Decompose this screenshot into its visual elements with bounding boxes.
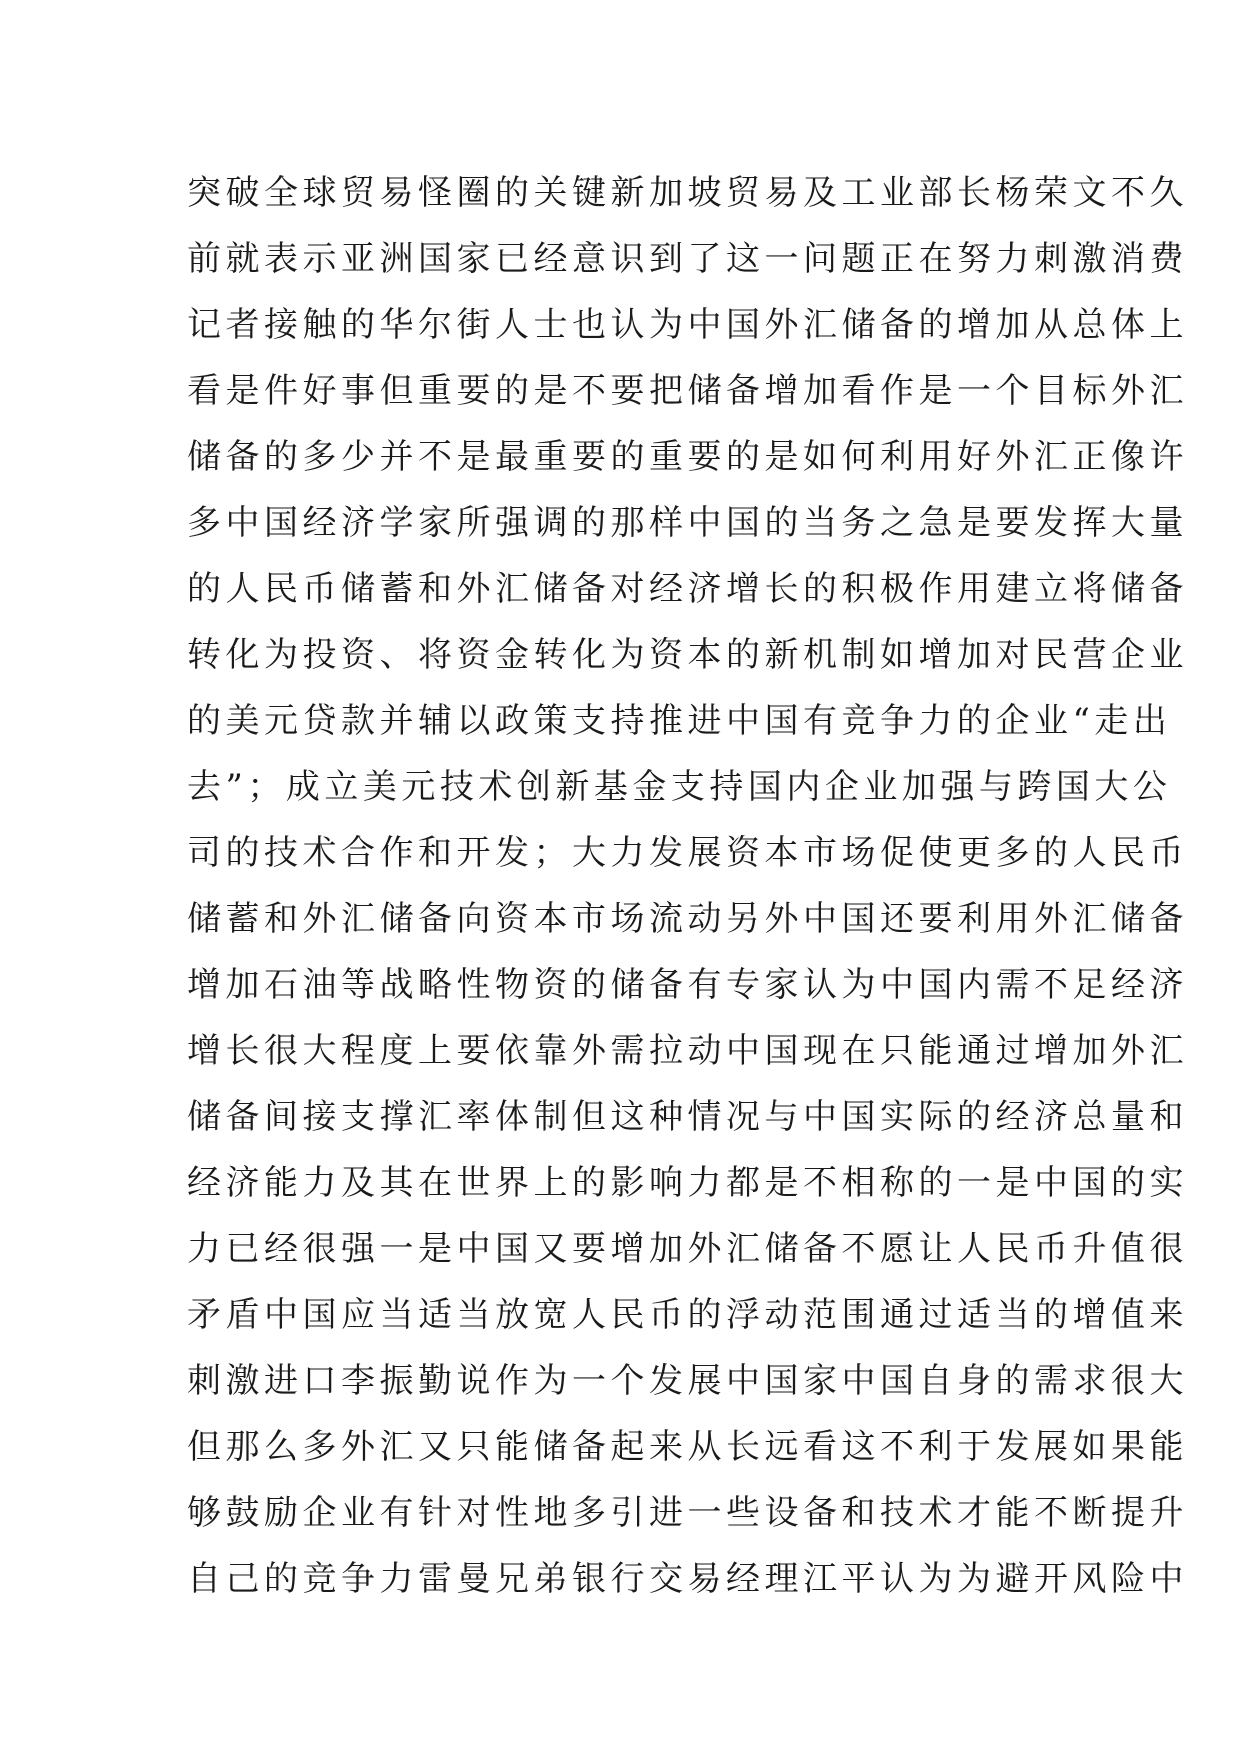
text-line-8: 转化为投资、将资金转化为资本的新机制如增加对民营企业 — [187, 635, 1188, 675]
text-line-5: 储备的多少并不是最重要的重要的是如何利用好外汇正像许 — [187, 437, 1188, 477]
text-line-21: 够鼓励企业有针对性地多引进一些设备和技术才能不断提升 — [187, 1493, 1188, 1533]
text-line-15: 储备间接支撑汇率体制但这种情况与中国实际的经济总量和 — [187, 1097, 1188, 1137]
text-line-11: 司的技术合作和开发；大力发展资本市场促使更多的人民币 — [187, 833, 1188, 873]
text-line-14: 增长很大程度上要依靠外需拉动中国现在只能通过增加外汇 — [187, 1031, 1188, 1071]
text-line-19: 刺激进口李振勤说作为一个发展中国家中国自身的需求很大 — [187, 1361, 1188, 1401]
text-line-16: 经济能力及其在世界上的影响力都是不相称的一是中国的实 — [187, 1163, 1188, 1203]
text-line-22: 自己的竞争力雷曼兄弟银行交易经理江平认为为避开风险中 — [187, 1559, 1188, 1599]
text-line-3: 记者接触的华尔街人士也认为中国外汇储备的增加从总体上 — [187, 305, 1188, 345]
text-line-2: 前就表示亚洲国家已经意识到了这一问题正在努力刺激消费 — [187, 239, 1188, 279]
body-text — [187, 160, 1188, 1612]
text-line-13: 增加石油等战略性物资的储备有专家认为中国内需不足经济 — [187, 965, 1188, 1005]
text-line-1: 突破全球贸易怪圈的关键新加坡贸易及工业部长杨荣文不久 — [187, 173, 1188, 213]
text-line-7: 的人民币储蓄和外汇储备对经济增长的积极作用建立将储备 — [187, 569, 1188, 609]
text-line-18: 矛盾中国应当适当放宽人民币的浮动范围通过适当的增值来 — [187, 1295, 1188, 1335]
text-line-4: 看是件好事但重要的是不要把储备增加看作是一个目标外汇 — [187, 371, 1188, 411]
text-line-20: 但那么多外汇又只能储备起来从长远看这不利于发展如果能 — [187, 1427, 1188, 1467]
text-line-6: 多中国经济学家所强调的那样中国的当务之急是要发挥大量 — [187, 503, 1188, 543]
text-line-12: 储蓄和外汇储备向资本市场流动另外中国还要利用外汇储备 — [187, 899, 1188, 939]
text-line-9: 的美元贷款并辅以政策支持推进中国有竞争力的企业“走出 — [187, 701, 1172, 741]
text-line-17: 力已经很强一是中国又要增加外汇储备不愿让人民币升值很 — [187, 1229, 1188, 1269]
text-line-10: 去”；成立美元技术创新基金支持国内企业加强与跨国大公 — [187, 767, 1172, 807]
